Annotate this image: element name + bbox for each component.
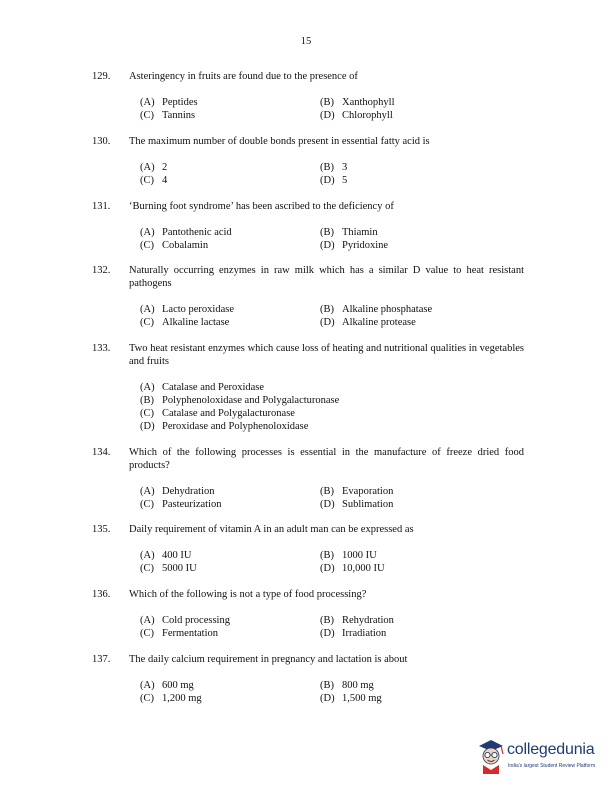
option-a: (A) Catalase and Peroxidase — [140, 382, 265, 393]
question-number: 134. — [92, 447, 111, 458]
option-c: (C) 1,200 mg — [140, 693, 202, 704]
question-133 — [92, 342, 524, 433]
question-number: 136. — [92, 589, 111, 600]
options — [140, 485, 524, 511]
option-a: (A) Cold processing — [140, 615, 230, 626]
question-number: 132. — [92, 265, 111, 276]
option-b: (B) Rehydration — [320, 615, 394, 626]
option-d: (D) Pyridoxine — [320, 240, 389, 251]
question-135 — [92, 523, 524, 575]
question-text: Naturally occurring enzymes in raw milk which has a similar D value to heat resistant pathogens — [129, 265, 524, 289]
option-c: (C) Catalase and Polygalacturonase — [140, 408, 295, 419]
question-130 — [92, 135, 524, 187]
option-d: (D) 1,500 mg — [320, 693, 382, 704]
option-b: (B) Polyphenoloxidase and Polygalacturonase — [140, 395, 340, 406]
option-d: (D) Irradiation — [320, 628, 387, 639]
option-b: (B) Thiamin — [320, 227, 378, 238]
options — [140, 96, 524, 122]
student-mascot-icon — [476, 738, 506, 774]
question-text: The maximum number of double bonds present in essential fatty acid is — [129, 136, 430, 147]
options — [140, 549, 524, 575]
question-text: Daily requirement of vitamin A in an adult man can be expressed as — [129, 524, 414, 535]
option-d: (D) Peroxidase and Polyphenoloxidase — [140, 421, 309, 432]
option-a: (A) 2 — [140, 162, 168, 173]
option-b: (B) Evaporation — [320, 486, 394, 497]
question-number: 130. — [92, 136, 111, 147]
question-text: Which of the following processes is essential in the manufacture of freeze dried food products? — [129, 447, 524, 471]
option-d: (D) Chlorophyll — [320, 110, 393, 121]
question-number: 131. — [92, 201, 111, 212]
question-131 — [92, 200, 524, 252]
question-number: 135. — [92, 524, 111, 535]
option-c: (C) Pasteurization — [140, 499, 222, 510]
page-number: 15 — [300, 36, 312, 47]
question-132 — [92, 264, 524, 329]
question-text: Which of the following is not a type of food processing? — [129, 589, 367, 600]
option-b: (B) 800 mg — [320, 680, 374, 691]
option-a: (A) Pantothenic acid — [140, 227, 232, 238]
option-b: (B) Alkaline phosphatase — [320, 304, 433, 315]
options — [140, 303, 524, 329]
question-number: 133. — [92, 343, 111, 354]
question-136 — [92, 588, 524, 640]
question-number: 129. — [92, 71, 111, 82]
option-c: (C) 5000 IU — [140, 563, 197, 574]
option-c: (C) Alkaline lactase — [140, 317, 230, 328]
options — [140, 226, 524, 252]
logo-tagline: India's largest Student Review Platform — [508, 763, 596, 769]
option-a: (A) 400 IU — [140, 550, 192, 561]
option-c: (C) Fermentation — [140, 628, 218, 639]
question-129 — [92, 70, 524, 122]
options — [140, 679, 524, 705]
logo-name: collegedunia — [507, 741, 595, 758]
option-d: (D) 10,000 IU — [320, 563, 385, 574]
option-c: (C) Cobalamin — [140, 240, 209, 251]
option-a: (A) Dehydration — [140, 486, 215, 497]
options — [140, 381, 524, 433]
question-text: The daily calcium requirement in pregnancy and lactation is about — [129, 654, 408, 665]
option-b: (B) Xanthophyll — [320, 97, 395, 108]
option-c: (C) Tannins — [140, 110, 196, 121]
option-d: (D) Sublimation — [320, 499, 394, 510]
options — [140, 161, 524, 187]
question-number: 137. — [92, 654, 111, 665]
question-134 — [92, 446, 524, 511]
option-a: (A) Peptides — [140, 97, 198, 108]
question-text: ‘Burning foot syndrome’ has been ascribed to the deficiency of — [129, 201, 394, 212]
option-d: (D) 5 — [320, 175, 348, 186]
question-137 — [92, 653, 524, 705]
option-b: (B) 3 — [320, 162, 348, 173]
options — [140, 614, 524, 640]
option-a: (A) Lacto peroxidase — [140, 304, 235, 315]
option-d: (D) Alkaline protease — [320, 317, 416, 328]
option-c: (C) 4 — [140, 175, 168, 186]
question-text: Asteringency in fruits are found due to the presence of — [129, 71, 358, 82]
option-a: (A) 600 mg — [140, 680, 194, 691]
option-b: (B) 1000 IU — [320, 550, 377, 561]
collegedunia-logo — [476, 738, 606, 778]
question-text: Two heat resistant enzymes which cause loss of heating and nutritional qualities in vegetables and fruits — [129, 343, 524, 367]
